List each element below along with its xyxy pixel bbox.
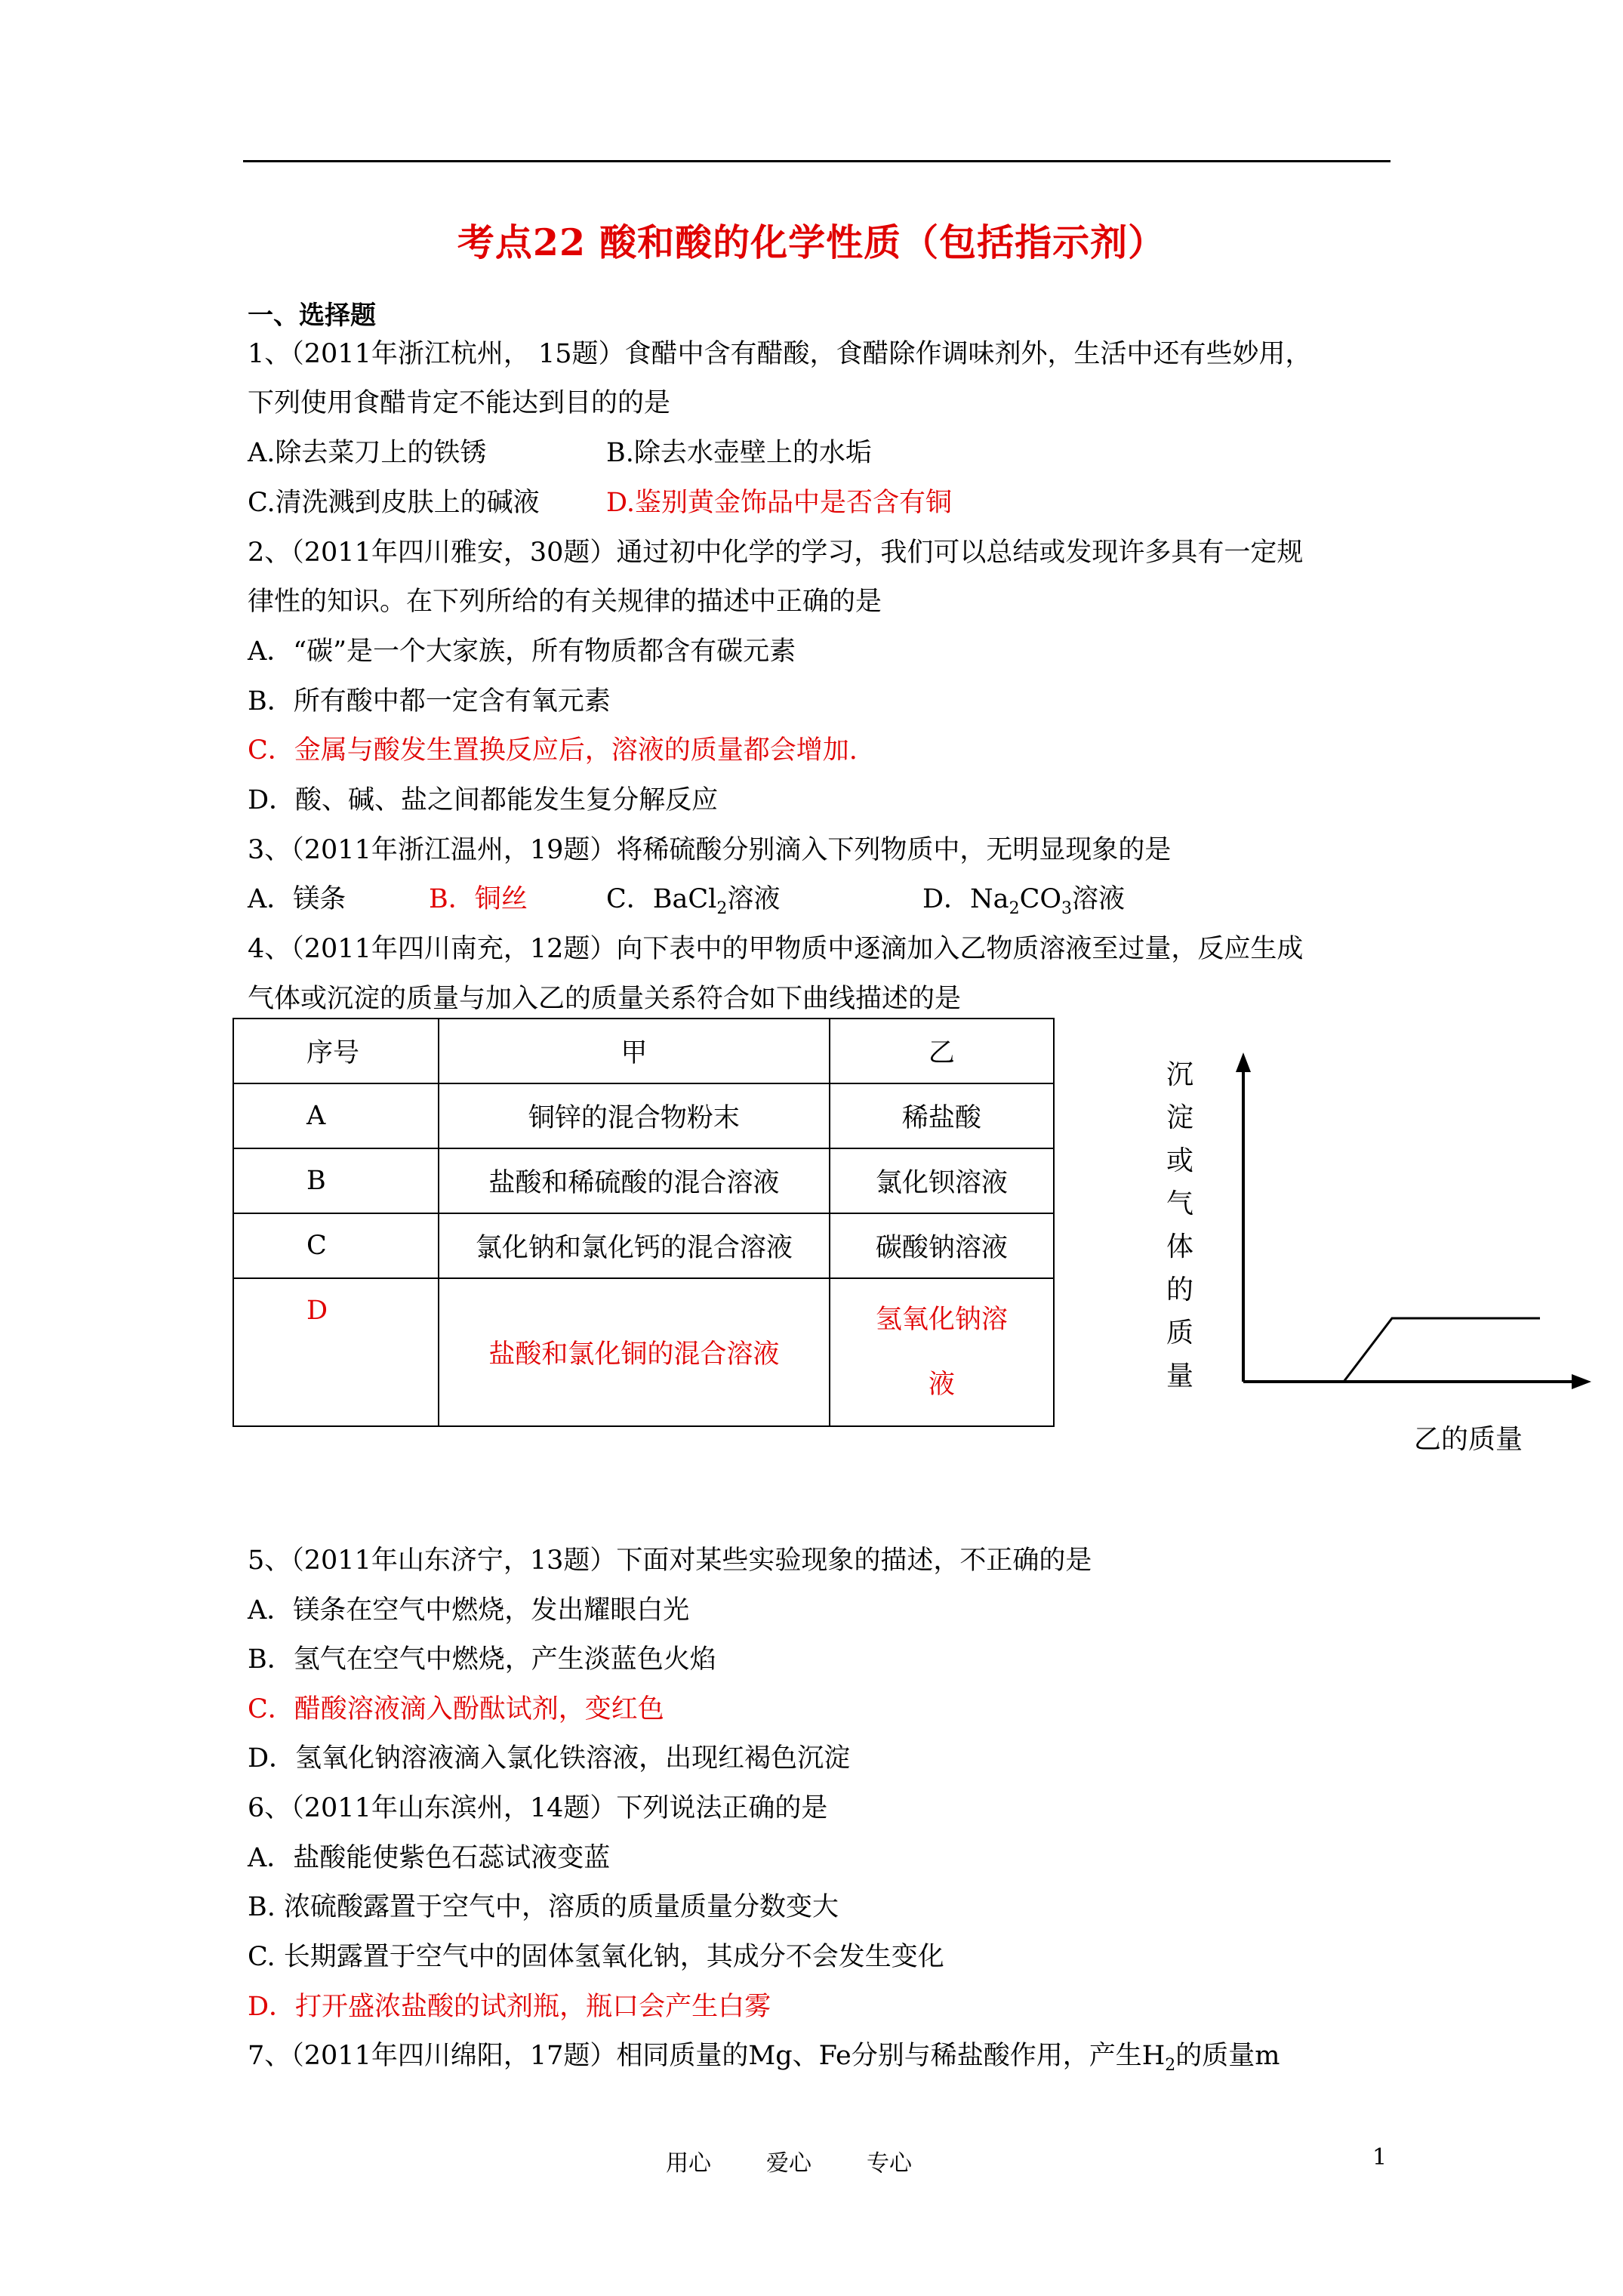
table-cell: 铜锌的混合物粉末 bbox=[439, 1083, 830, 1148]
q6-option-a: A．盐酸能使紫色石蕊试液变蓝 bbox=[248, 1843, 611, 1873]
table-cell: 盐酸和稀硫酸的混合溶液 bbox=[439, 1148, 830, 1213]
q3-option-d: D．$Na_2CO_3$溶液 bbox=[922, 884, 1126, 918]
q6-option-c: C. 长期露置于空气中的固体氢氧化钠，其成分不会发生变化 bbox=[248, 1942, 944, 1972]
q2-option-d: D．酸、碱、盐之间都能发生复分解反应 bbox=[248, 785, 719, 815]
q1-option-a: A.除去菜刀上的铁锈 bbox=[248, 438, 487, 468]
table-header-cell: 序号 bbox=[233, 1019, 439, 1083]
q3-option-a: A．镁条 bbox=[248, 884, 346, 914]
q4-line2: 气体或沉淀的质量与加入乙的质量关系符合如下曲线描述的是 bbox=[248, 984, 962, 1014]
q1-option-c: C.清洗溅到皮肤上的碱液 bbox=[248, 488, 540, 518]
q2-option-b: B．所有酸中都一定含有氧元素 bbox=[248, 686, 611, 717]
section-heading: 一、选择题 bbox=[248, 300, 376, 331]
table-row-answer bbox=[233, 1278, 1054, 1426]
q5-line1: 5、（2011年山东济宁，13题）下面对某些实验现象的描述，不正确的是 bbox=[248, 1546, 1092, 1576]
q3-option-c: C．BaCl$_2$溶液 bbox=[606, 884, 781, 918]
q1-line1: 1、（2011年浙江杭州， 15题）食醋中含有醋酸，食醋除作调味剂外，生活中还有些妙用， bbox=[248, 339, 1312, 369]
page-number: 1 bbox=[1372, 2144, 1387, 2171]
q6-line1: 6、（2011年山东滨州，14题）下列说法正确的是 bbox=[248, 1793, 828, 1823]
table-cell: B bbox=[233, 1148, 439, 1213]
page-title: 考点22 酸和酸的化学性质（包括指示剂） bbox=[457, 220, 1166, 264]
table-header-row bbox=[233, 1019, 1054, 1083]
q4-line1: 4、（2011年四川南充，12题）向下表中的甲物质中逐滴加入乙物质溶液至过量，反应生成 bbox=[248, 934, 1304, 964]
q2-option-c-answer: C．金属与酸发生置换反应后，溶液的质量都会增加. bbox=[248, 735, 858, 766]
footer-motto-1: 用心 bbox=[666, 2150, 711, 2177]
q1-option-d-answer: D.鉴别黄金饰品中是否含有铜 bbox=[606, 488, 952, 518]
footer-motto-3: 专心 bbox=[867, 2150, 912, 2177]
graph-x-arrow bbox=[1572, 1374, 1591, 1389]
q6-option-d-answer: D．打开盛浓盐酸的试剂瓶，瓶口会产生白雾 bbox=[248, 1992, 771, 2022]
q6-option-b: B. 浓硫酸露置于空气中，溶质的质量质量分数变大 bbox=[248, 1892, 839, 1922]
table-header-cell: 甲 bbox=[439, 1019, 830, 1083]
q7-line1: 7、（2011年四川绵阳，17题）相同质量的Mg、Fe分别与稀盐酸作用，产生$H_2$的质量m bbox=[248, 2041, 1280, 2075]
q2-line2: 律性的知识。在下列所给的有关规律的描述中正确的是 bbox=[248, 587, 882, 617]
table-cell: 氯化钠和氯化钙的混合溶液 bbox=[439, 1213, 830, 1278]
table-cell: 稀盐酸 bbox=[830, 1083, 1054, 1148]
table-cell: A bbox=[233, 1083, 439, 1148]
table-cell: D bbox=[233, 1278, 439, 1426]
table-row bbox=[233, 1213, 1054, 1278]
table-cell: 碳酸钠溶液 bbox=[830, 1213, 1054, 1278]
table-row bbox=[233, 1083, 1054, 1148]
q5-option-d: D．氢氧化钠溶液滴入氯化铁溶液，出现红褐色沉淀 bbox=[248, 1743, 851, 1774]
footer-motto-2: 爱心 bbox=[766, 2150, 812, 2177]
q1-line2: 下列使用食醋肯定不能达到目的的是 bbox=[248, 388, 671, 418]
reaction-curve-graph bbox=[1132, 1049, 1600, 1397]
graph-y-label: 沉 淀 或 气 体 的 质 量 bbox=[1166, 1059, 1193, 1391]
table-cell: 氯化钡溶液 bbox=[830, 1148, 1054, 1213]
graph-curve bbox=[1243, 1318, 1540, 1382]
q5-option-b: B．氢气在空气中燃烧，产生淡蓝色火焰 bbox=[248, 1644, 716, 1675]
table-cell: C bbox=[233, 1213, 439, 1278]
graph-y-arrow bbox=[1236, 1052, 1251, 1072]
q4-table bbox=[233, 1018, 1055, 1427]
table-cell: 盐酸和氯化铜的混合溶液 bbox=[439, 1278, 830, 1426]
q2-option-a: A．“碳”是一个大家族，所有物质都含有碳元素 bbox=[248, 636, 796, 667]
q3-option-b-answer: B．铜丝 bbox=[429, 884, 528, 914]
q3-line1: 3、（2011年浙江温州，19题）将稀硫酸分别滴入下列物质中，无明显现象的是 bbox=[248, 835, 1172, 865]
table-header-cell: 乙 bbox=[830, 1019, 1054, 1083]
graph-x-label: 乙的质量 bbox=[1414, 1424, 1523, 1455]
table-row bbox=[233, 1148, 1054, 1213]
table-cell: 氢氧化钠溶 液 bbox=[830, 1278, 1054, 1426]
q1-option-b: B.除去水壶壁上的水垢 bbox=[606, 438, 872, 468]
header-rule bbox=[243, 160, 1390, 162]
q5-option-a: A．镁条在空气中燃烧，发出耀眼白光 bbox=[248, 1595, 690, 1626]
q5-option-c-answer: C．醋酸溶液滴入酚酞试剂，变红色 bbox=[248, 1694, 664, 1724]
q2-line1: 2、（2011年四川雅安，30题）通过初中化学的学习，我们可以总结或发现许多具有一定规 bbox=[248, 538, 1304, 568]
